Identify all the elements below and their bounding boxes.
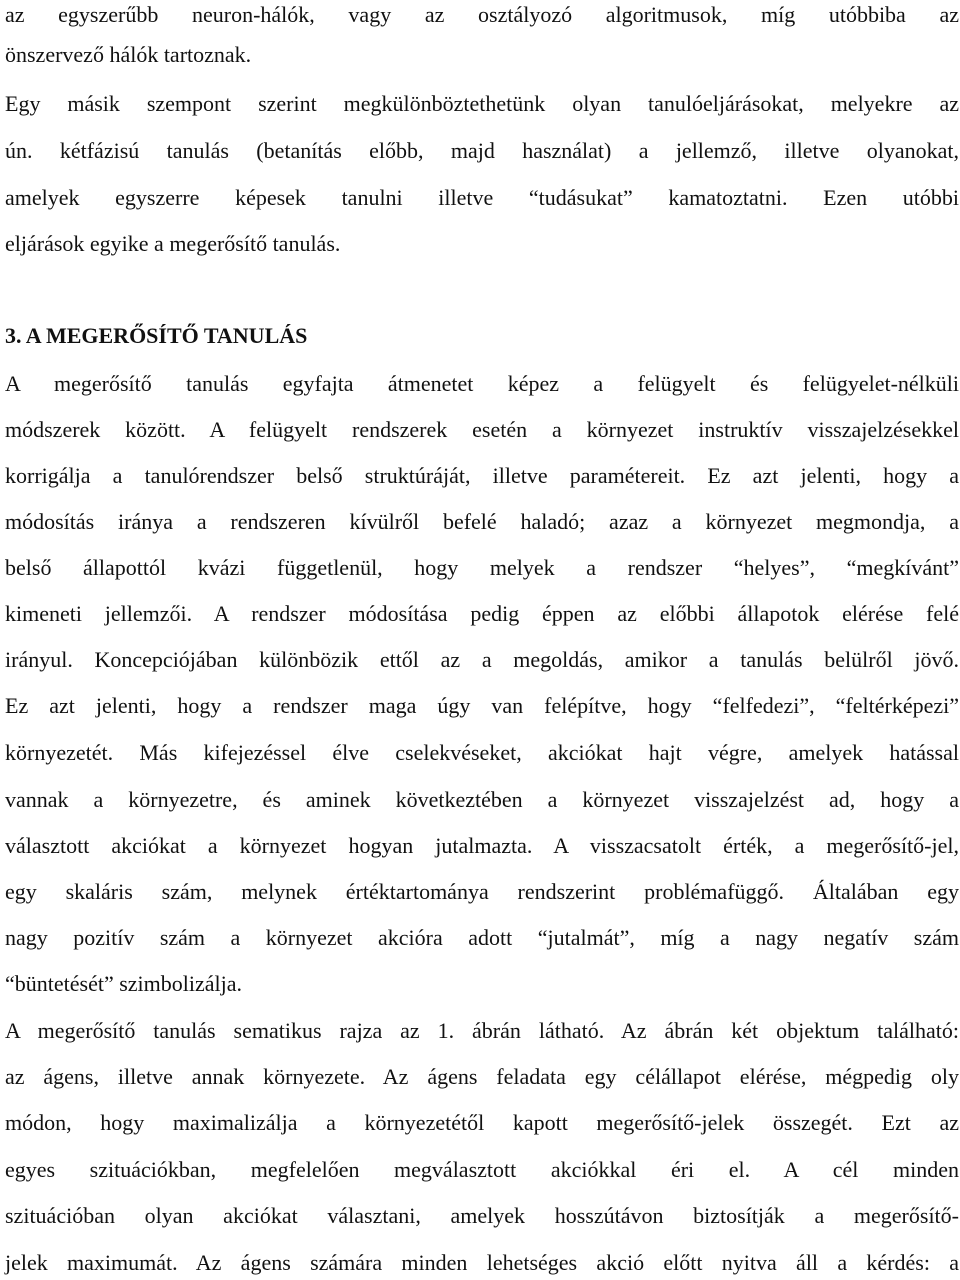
text-line: egyes szituációkban, megfelelően megválasztott akciókkal éri el. A cél minden [5,1157,959,1182]
text-line: A megerősítő tanulás egyfajta átmenetet képez a felügyelt és felügyelet-nélküli [5,371,959,396]
text-line: Ez azt jelenti, hogy a rendszer maga úgy van felépítve, hogy “felfedezi”, “feltérképezi” [5,693,959,718]
text-line: választott akciókat a környezet hogyan jutalmazta. A visszacsatolt érték, a megerősítő-jel, [5,833,959,858]
text-line: “büntetését” szimbolizálja. [5,971,243,996]
text-line: módon, hogy maximalizálja a környezetétől kapott megerősítő-jelek összegét. Ezt az [5,1110,959,1135]
text-line: irányul. Koncepciójában különbözik ettől az a megoldás, amikor a tanulás belülről jövő. [5,647,959,672]
text-line: önszervező hálók tartoznak. [5,42,252,67]
text-line: egy skaláris szám, melynek értéktartománya rendszerint problémafüggő. Általában egy [5,879,959,904]
text-line: amelyek egyszerre képesek tanulni illetve “tudásukat” kamatoztatni. Ezen utóbbi [5,185,959,210]
text-line: szituációban olyan akciókat választani, amelyek hosszútávon biztosítják a megerősítő- [5,1203,959,1228]
text-line: A megerősítő tanulás sematikus rajza az 1. ábrán látható. Az ábrán két objektum található: [5,1018,959,1043]
text-line: környezetét. Más kifejezéssel élve cselekvéseket, akciókat hajt végre, amelyek hatással [5,740,959,765]
text-line: nagy pozitív szám a környezet akcióra adott “jutalmát”, míg a nagy negatív szám [5,925,959,950]
text-line: módszerek között. A felügyelt rendszerek esetén a környezet instruktív visszajelzésekkel [5,417,959,442]
text-line: az ágens, illetve annak környezete. Az ágens feladata egy célállapot elérése, mégpedig oly [5,1064,959,1089]
text-line: korrigálja a tanulórendszer belső struktúráját, illetve paramétereit. Ez azt jelenti, hogy a [5,463,959,488]
text-line: belső állapottól kvázi függetlenül, hogy melyek a rendszer “helyes”, “megkívánt” [5,555,959,580]
text-line: módosítás iránya a rendszeren kívülről befelé haladó; azaz a környezet megmondja, a [5,509,959,534]
text-line: eljárások egyike a megerősítő tanulás. [5,231,341,256]
text-line: Egy másik szempont szerint megkülönböztethetünk olyan tanulóeljárásokat, melyekre az [5,91,959,116]
text-line: az egyszerűbb neuron-hálók, vagy az osztályozó algoritmusok, míg utóbbiba az [5,2,959,27]
text-line: vannak a környezetre, és aminek következtében a környezet visszajelzést ad, hogy a [5,787,959,812]
text-line: ún. kétfázisú tanulás (betanítás előbb, majd használat) a jellemző, illetve olyanokat, [5,138,959,163]
text-line: jelek maximumát. Az ágens számára minden lehetséges akció előtt nyitva áll a kérdés: a [5,1250,959,1275]
section-heading: 3. A MEGERŐSÍTŐ TANULÁS [5,323,308,348]
text-line: kimeneti jellemzői. A rendszer módosítása pedig éppen az előbbi állapotok elérése felé [5,601,959,626]
